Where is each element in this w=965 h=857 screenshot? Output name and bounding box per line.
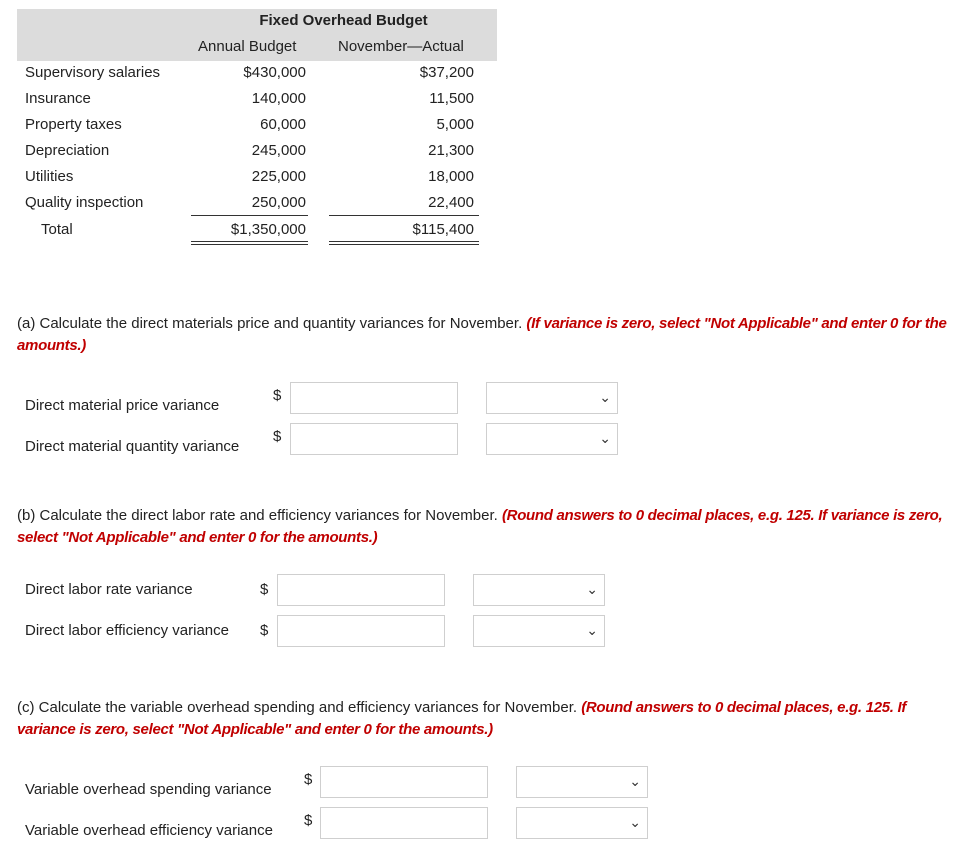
chevron-down-icon: ⌄ [586, 622, 598, 638]
variable-overhead-efficiency-select[interactable] [516, 807, 648, 839]
november-value: 22,400 [428, 194, 474, 211]
total-double-rule [329, 241, 479, 245]
annual-value: 250,000 [251, 194, 306, 211]
question-a-text: (a) Calculate the direct materials price and quantity variances for November. [17, 315, 527, 332]
total-annual-value: $1,350,000 [230, 221, 306, 238]
question-b [17, 505, 947, 549]
currency-symbol: $ [304, 771, 313, 788]
row-label: Quality inspection [25, 194, 144, 211]
question-b-note: (Round answers to 0 decimal places, e.g. 125. If variance is zero, select "Not Applicable" and enter 0 for the amounts.) [17, 507, 943, 546]
variable-overhead-spending-input[interactable] [320, 766, 488, 798]
annual-value: 60,000 [260, 116, 306, 133]
currency-symbol: $ [273, 428, 282, 445]
direct-material-quantity-input[interactable] [290, 423, 458, 455]
direct-labor-rate-input[interactable] [277, 574, 445, 606]
variable-overhead-spending-label: Variable overhead spending variance [25, 781, 272, 798]
chevron-down-icon: ⌄ [599, 430, 611, 446]
november-value: 5,000 [436, 116, 474, 133]
direct-material-price-input[interactable] [290, 382, 458, 414]
currency-symbol: $ [304, 812, 313, 829]
direct-labor-efficiency-label: Direct labor efficiency variance [25, 622, 229, 639]
currency-symbol: $ [260, 581, 269, 598]
chevron-down-icon: ⌄ [629, 814, 641, 830]
question-c-text: (c) Calculate the variable overhead spending and efficiency variances for November. [17, 699, 582, 716]
november-value: 18,000 [428, 168, 474, 185]
chevron-down-icon: ⌄ [599, 389, 611, 405]
direct-labor-rate-select[interactable] [473, 574, 605, 606]
question-b-text: (b) Calculate the direct labor rate and efficiency variances for November. [17, 507, 502, 524]
question-a-note: (If variance is zero, select "Not Applicable" and enter 0 for the amounts.) [17, 315, 947, 354]
table-title: Fixed Overhead Budget [259, 12, 428, 29]
total-november-value: $115,400 [412, 221, 474, 238]
row-label: Property taxes [25, 116, 122, 133]
direct-material-quantity-select[interactable] [486, 423, 618, 455]
direct-labor-efficiency-input[interactable] [277, 615, 445, 647]
variable-overhead-spending-select[interactable] [516, 766, 648, 798]
total-double-rule [191, 241, 308, 245]
chevron-down-icon: ⌄ [629, 773, 641, 789]
direct-material-quantity-label: Direct material quantity variance [25, 438, 240, 455]
annual-value: $430,000 [243, 64, 306, 81]
column-header-november: November—Actual [338, 38, 464, 55]
subtotal-rule [329, 215, 479, 216]
row-label: Utilities [25, 168, 74, 185]
question-c-note: (Round answers to 0 decimal places, e.g. 125. If variance is zero, select "Not Applicable" and enter 0 for the amounts.) [17, 699, 907, 738]
annual-value: 245,000 [251, 142, 306, 159]
row-label: Depreciation [25, 142, 110, 159]
currency-symbol: $ [273, 387, 282, 404]
direct-material-price-select[interactable] [486, 382, 618, 414]
variable-overhead-efficiency-input[interactable] [320, 807, 488, 839]
subtotal-rule [191, 215, 308, 216]
question-a [17, 313, 947, 357]
annual-value: 225,000 [251, 168, 306, 185]
chevron-down-icon: ⌄ [586, 581, 598, 597]
direct-labor-efficiency-select[interactable] [473, 615, 605, 647]
november-value: 11,500 [429, 90, 474, 107]
november-value: $37,200 [419, 64, 474, 81]
annual-value: 140,000 [251, 90, 306, 107]
direct-material-price-label: Direct material price variance [25, 397, 220, 414]
row-label: Supervisory salaries [25, 64, 161, 81]
question-c [17, 697, 947, 741]
direct-labor-rate-label: Direct labor rate variance [25, 581, 193, 598]
variable-overhead-efficiency-label: Variable overhead efficiency variance [25, 822, 273, 839]
total-label: Total [41, 221, 73, 238]
currency-symbol: $ [260, 622, 269, 639]
row-label: Insurance [25, 90, 91, 107]
november-value: 21,300 [428, 142, 474, 159]
column-header-annual: Annual Budget [198, 38, 297, 55]
